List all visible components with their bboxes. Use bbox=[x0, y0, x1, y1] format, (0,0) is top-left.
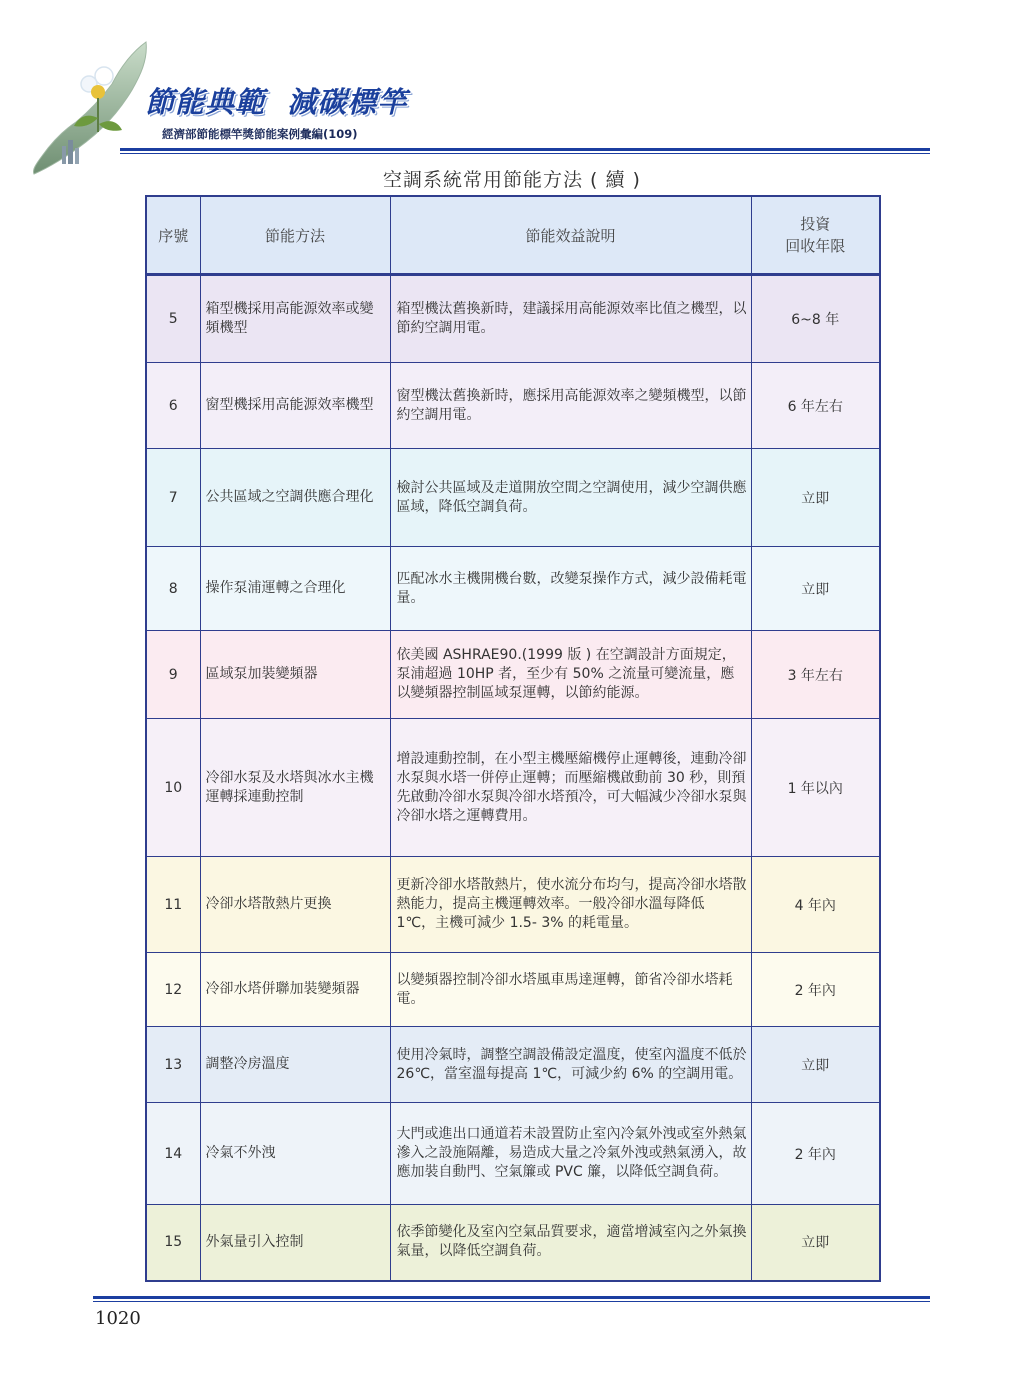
header-payback-line1: 投資 bbox=[800, 215, 831, 233]
method-cell: 調整冷房溫度 bbox=[200, 1027, 390, 1103]
row-number: 5 bbox=[146, 275, 200, 363]
description-cell: 箱型機汰舊換新時，建議採用高能源效率比值之機型，以節約空調用電。 bbox=[390, 275, 751, 363]
method-cell: 冷卻水塔併聯加裝變頻器 bbox=[200, 953, 390, 1027]
row-number: 13 bbox=[146, 1027, 200, 1103]
header-divider-thin bbox=[120, 153, 930, 154]
row-number: 15 bbox=[146, 1205, 200, 1281]
header-method: 節能方法 bbox=[200, 196, 390, 275]
description-cell: 窗型機汰舊換新時，應採用高能源效率之變頻機型，以節約空調用電。 bbox=[390, 363, 751, 449]
method-cell: 箱型機採用高能源效率或變頻機型 bbox=[200, 275, 390, 363]
payback-cell: 立即 bbox=[751, 1027, 880, 1103]
table-row bbox=[146, 719, 880, 857]
payback-cell: 2 年內 bbox=[751, 1103, 880, 1205]
payback-cell: 6~8 年 bbox=[751, 275, 880, 363]
table-row bbox=[146, 449, 880, 547]
table-row bbox=[146, 953, 880, 1027]
brand-subtitle: 經濟部節能標竿獎節能案例彙編(109) bbox=[162, 127, 358, 141]
header-payback-line2: 回收年限 bbox=[785, 237, 846, 255]
method-cell: 冷氣不外洩 bbox=[200, 1103, 390, 1205]
description-cell: 檢討公共區域及走道開放空間之空調使用，減少空調供應區域，降低空調負荷。 bbox=[390, 449, 751, 547]
footer-divider-thin bbox=[93, 1301, 930, 1302]
description-cell: 匹配冰水主機開機台數，改變泵操作方式，減少設備耗電量。 bbox=[390, 547, 751, 631]
description-cell: 使用冷氣時，調整空調設備設定溫度，使室內溫度不低於 26℃，當室溫每提高 1℃，可減少約 6% 的空調用電。 bbox=[390, 1027, 751, 1103]
description-cell: 大門或進出口通道若未設置防止室內冷氣外洩或室外熱氣滲入之設施隔離，易造成大量之冷氣外洩或熱氣湧入，故應加裝自動門、空氣簾或 PVC 簾，以降低空調負荷。 bbox=[390, 1103, 751, 1205]
payback-cell: 2 年內 bbox=[751, 953, 880, 1027]
row-number: 12 bbox=[146, 953, 200, 1027]
method-cell: 公共區域之空調供應合理化 bbox=[200, 449, 390, 547]
brand-title: 節能典範 減碳標竿 bbox=[145, 85, 408, 119]
row-number: 10 bbox=[146, 719, 200, 857]
header-payback bbox=[751, 196, 880, 275]
method-cell: 操作泵浦運轉之合理化 bbox=[200, 547, 390, 631]
row-number: 9 bbox=[146, 631, 200, 719]
page-number: 1020 bbox=[95, 1308, 141, 1329]
table-body bbox=[146, 275, 880, 1281]
payback-cell: 4 年內 bbox=[751, 857, 880, 953]
payback-cell: 3 年左右 bbox=[751, 631, 880, 719]
description-cell: 依季節變化及室內空氣品質要求，適當增減室內之外氣換氣量，以降低空調負荷。 bbox=[390, 1205, 751, 1281]
method-cell: 冷卻水泵及水塔與冰水主機運轉採連動控制 bbox=[200, 719, 390, 857]
table-header-row bbox=[146, 196, 880, 275]
row-number: 7 bbox=[146, 449, 200, 547]
header-no: 序號 bbox=[146, 196, 200, 275]
payback-cell: 立即 bbox=[751, 547, 880, 631]
footer-divider bbox=[93, 1296, 930, 1299]
table-row bbox=[146, 1103, 880, 1205]
description-cell: 增設連動控制，在小型主機壓縮機停止運轉後，連動冷卻水泵與水塔一併停止運轉；而壓縮機啟動前 30 秒，則預先啟動冷卻水泵與冷卻水塔預冷，可大幅減少冷卻水泵與冷卻水塔之運轉費用。 bbox=[390, 719, 751, 857]
energy-saving-table bbox=[145, 195, 881, 1282]
table-row bbox=[146, 1027, 880, 1103]
row-number: 14 bbox=[146, 1103, 200, 1205]
row-number: 6 bbox=[146, 363, 200, 449]
payback-cell: 立即 bbox=[751, 449, 880, 547]
header-divider bbox=[120, 148, 930, 151]
method-cell: 外氣量引入控制 bbox=[200, 1205, 390, 1281]
payback-cell: 立即 bbox=[751, 1205, 880, 1281]
table-row bbox=[146, 1205, 880, 1281]
table-row bbox=[146, 857, 880, 953]
row-number: 8 bbox=[146, 547, 200, 631]
description-cell: 更新冷卻水塔散熱片，使水流分布均勻，提高冷卻水塔散熱能力，提高主機運轉效率。一般冷卻水溫每降低 1℃，主機可減少 1.5- 3% 的耗電量。 bbox=[390, 857, 751, 953]
payback-cell: 6 年左右 bbox=[751, 363, 880, 449]
method-cell: 窗型機採用高能源效率機型 bbox=[200, 363, 390, 449]
header-description: 節能效益說明 bbox=[390, 196, 751, 275]
table-row bbox=[146, 275, 880, 363]
table-row bbox=[146, 363, 880, 449]
method-cell: 區域泵加裝變頻器 bbox=[200, 631, 390, 719]
method-cell: 冷卻水塔散熱片更換 bbox=[200, 857, 390, 953]
description-cell: 以變頻器控制冷卻水塔風車馬達運轉，節省冷卻水塔耗電。 bbox=[390, 953, 751, 1027]
table-title: 空調系統常用節能方法 ( 續 ) bbox=[383, 169, 641, 191]
table-row bbox=[146, 547, 880, 631]
description-cell: 依美國 ASHRAE90.(1999 版 ) 在空調設計方面規定，泵浦超過 10HP 者，至少有 50% 之流量可變流量，應以變頻器控制區域泵運轉，以節約能源。 bbox=[390, 631, 751, 719]
payback-cell: 1 年以內 bbox=[751, 719, 880, 857]
table-row bbox=[146, 631, 880, 719]
row-number: 11 bbox=[146, 857, 200, 953]
